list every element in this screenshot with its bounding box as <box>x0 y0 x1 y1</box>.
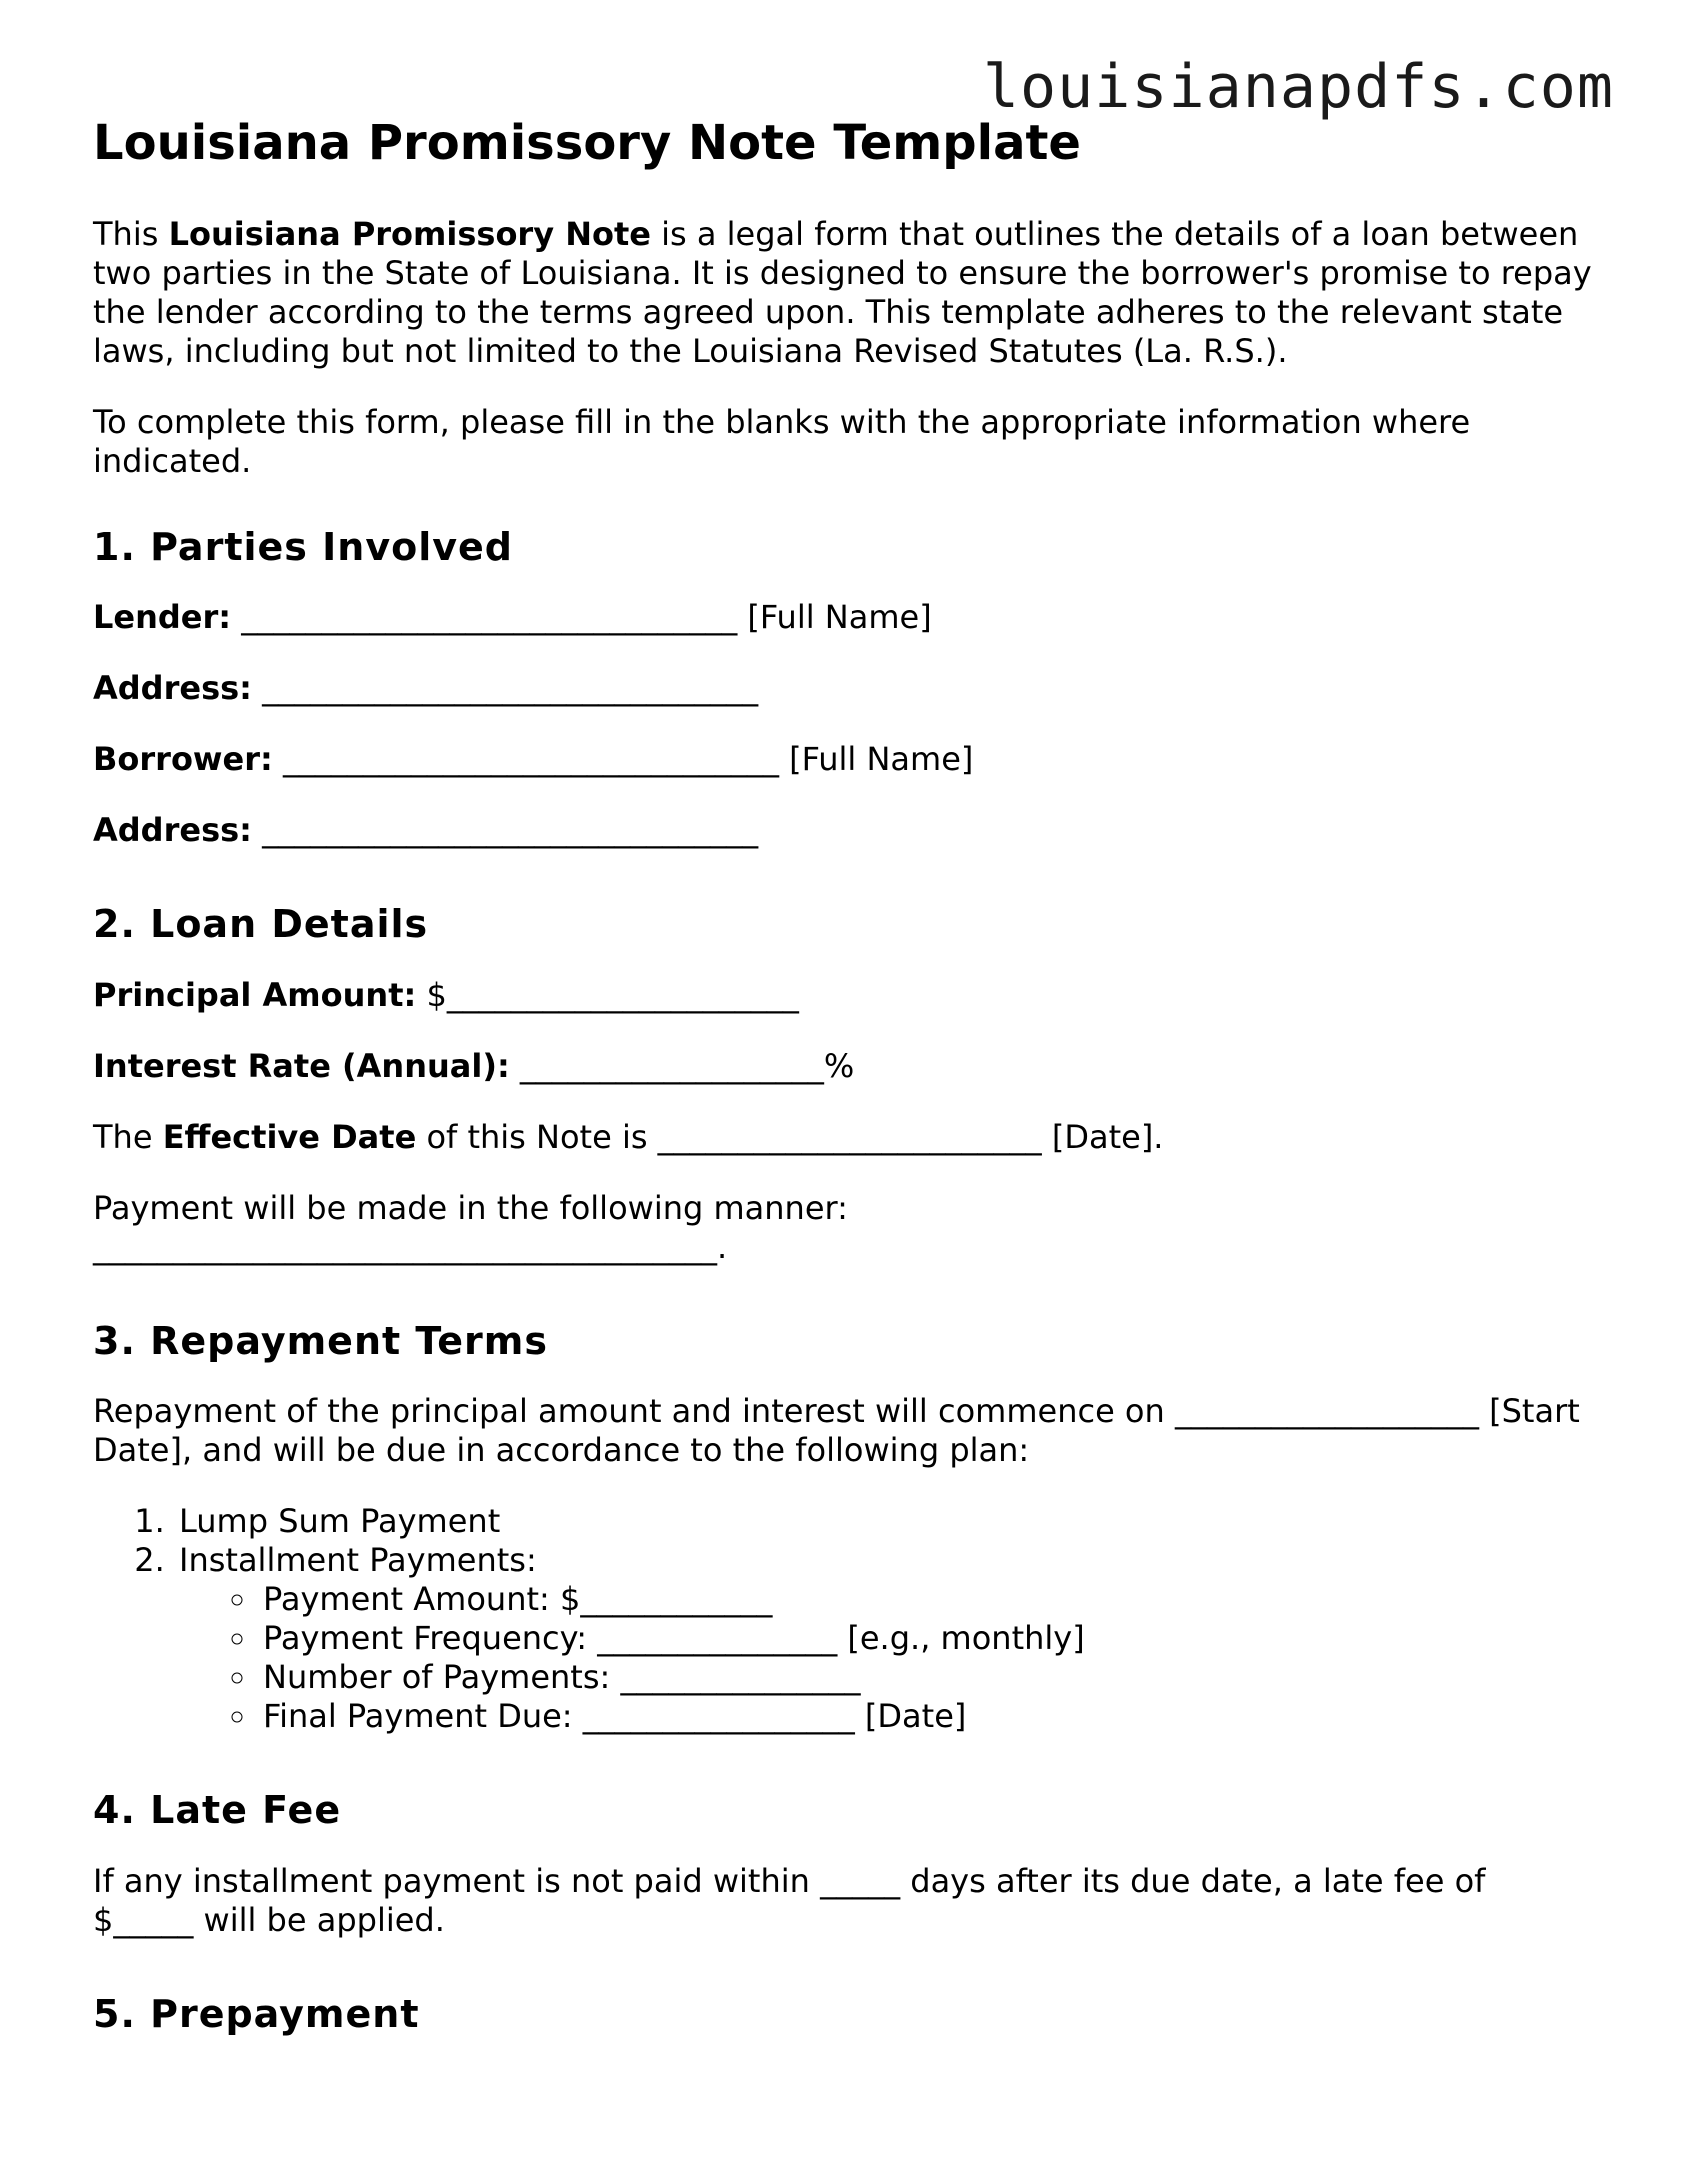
interest-blank: ___________________% <box>509 1046 855 1085</box>
installment-details-list <box>179 1580 1593 1736</box>
instructions-paragraph: To complete this form, please fill in the blanks with the appropriate information where indicated. <box>93 402 1471 480</box>
page-title: Louisiana Promissory Note Template <box>93 115 1081 171</box>
borrower-address-blank: _______________________________ <box>251 811 759 850</box>
document-body <box>93 115 1593 2066</box>
principal-blank: $______________________ <box>416 975 799 1014</box>
effective-bold: Effective Date <box>162 1117 417 1156</box>
effective-pre: The <box>93 1117 163 1156</box>
effective-post: of this Note is ________________________ [Date]. <box>416 1117 1164 1156</box>
borrower-label: Borrower: <box>93 740 273 779</box>
installment-number-of-payments: ◦ Number of Payments: _______________ <box>259 1658 1593 1697</box>
lender-address-label: Address: <box>93 669 252 708</box>
payment-manner-field <box>93 1189 1593 1267</box>
installment-payment-frequency: ◦ Payment Frequency: _______________ [e.g., monthly] <box>259 1619 1593 1658</box>
installment-payment-amount: ◦ Payment Amount: $____________ <box>259 1580 1593 1619</box>
payment-manner-blank: _______________________________________. <box>93 1227 728 1266</box>
section5-heading: 5. Prepayment <box>93 1991 420 2036</box>
section1-heading: 1. Parties Involved <box>93 524 513 569</box>
lender-address-field <box>93 669 1593 708</box>
interest-field <box>93 1047 1593 1086</box>
installment-final-payment-due: ◦ Final Payment Due: _________________ [Date] <box>259 1697 1593 1736</box>
intro-pre: This <box>93 214 169 253</box>
borrower-field <box>93 740 1593 779</box>
lender-blank: _______________________________ [Full Name] <box>231 598 932 637</box>
lender-label: Lender: <box>93 598 232 637</box>
plan-installments-label: Installment Payments: <box>179 1541 537 1580</box>
principal-label: Principal Amount: <box>93 975 417 1014</box>
repayment-intro: Repayment of the principal amount and interest will commence on ___________________ [Start Date], and will be due in accordance to the following plan: <box>93 1392 1580 1470</box>
intro-paragraph <box>93 215 1593 371</box>
intro-post: is a legal form that outlines the details of a loan between two parties in the State of Louisiana. It is designed to ensure the borrower's promise to repay the lender according to the terms agreed upon. This template adheres to the relevant state laws, including but not limited to the Louisiana Revised Statutes (La. R.S.). <box>93 214 1592 370</box>
lender-field <box>93 598 1593 637</box>
borrower-address-field <box>93 811 1593 850</box>
lender-address-blank: _______________________________ <box>251 669 759 708</box>
intro-bold: Louisiana Promissory Note <box>168 214 651 253</box>
borrower-address-label: Address: <box>93 811 252 850</box>
effective-date-field <box>93 1118 1593 1157</box>
plan-installments <box>175 1541 1593 1736</box>
repayment-plan-list <box>93 1502 1593 1736</box>
principal-field <box>93 976 1593 1015</box>
section4-heading: 4. Late Fee <box>93 1788 342 1833</box>
interest-label: Interest Rate (Annual): <box>93 1046 510 1085</box>
section3-heading: 3. Repayment Terms <box>93 1318 548 1363</box>
watermark: louisianapdfs.com <box>982 52 1614 122</box>
borrower-blank: _______________________________ [Full Name] <box>272 740 974 779</box>
late-fee-text: If any installment payment is not paid within _____ days after its due date, a late fee of $_____ will be applied. <box>93 1861 1486 1939</box>
payment-manner-text: Payment will be made in the following manner: <box>93 1188 848 1227</box>
section2-heading: 2. Loan Details <box>93 902 429 947</box>
plan-lump-sum: 1. Lump Sum Payment <box>175 1502 1593 1541</box>
